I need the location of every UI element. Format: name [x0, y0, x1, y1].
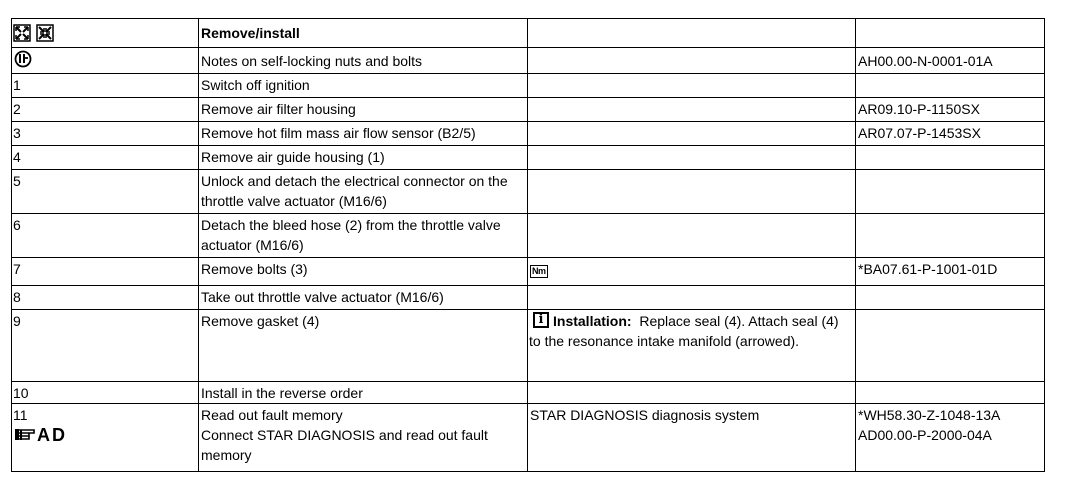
- ref-cell: [856, 214, 1045, 258]
- step-cell: 2: [12, 98, 199, 122]
- table-row: [12, 98, 1045, 122]
- step-cell: 9: [12, 310, 199, 382]
- collapse-icon: [37, 25, 53, 41]
- info-cell: [528, 258, 856, 286]
- step-cell: 8: [12, 286, 199, 310]
- notes-lock-icon[interactable]: [13, 50, 35, 68]
- step-cell: [12, 404, 199, 472]
- link-AH00.00-N-0001-01A[interactable]: AH00.00-N-0001-01A: [856, 48, 1045, 74]
- info-cell: [528, 310, 856, 382]
- info-cell: [528, 48, 856, 74]
- header-icons-cell: [12, 19, 199, 48]
- link-BA07.61-P-1001-01D[interactable]: *BA07.61-P-1001-01D: [856, 258, 1045, 286]
- info-cell: [528, 286, 856, 310]
- installation-label: Installation:: [553, 313, 632, 329]
- action-cell: Install in the reverse order: [199, 382, 528, 404]
- ref-cell: [856, 74, 1045, 98]
- table-row: [12, 74, 1045, 98]
- step-cell: 3: [12, 122, 199, 146]
- table-row: [12, 404, 1045, 472]
- ref-cell: [856, 170, 1045, 214]
- action-line: Connect STAR DIAGNOSIS and read out fault memory: [201, 427, 488, 463]
- link-WH58.30-Z-1048-13A[interactable]: *WH58.30-Z-1048-13A: [858, 407, 1001, 423]
- step-cell: 4: [12, 146, 199, 170]
- table-row: [12, 122, 1045, 146]
- action-cell: [199, 404, 528, 472]
- table-row: [12, 258, 1045, 286]
- torque-nm-icon[interactable]: Nm: [532, 266, 546, 276]
- expand-icon: [14, 25, 30, 41]
- step-number: 11: [13, 407, 28, 423]
- info-cell: STAR DIAGNOSIS diagnosis system: [528, 404, 856, 472]
- table-row: [12, 214, 1045, 258]
- table-row: [12, 310, 1045, 382]
- action-cell: Remove gasket (4): [199, 310, 528, 382]
- step-cell: 6: [12, 214, 199, 258]
- ref-cell: [856, 286, 1045, 310]
- fault-memory-ad[interactable]: [13, 425, 196, 445]
- step-cell: 1: [12, 74, 199, 98]
- procedure-table: [11, 18, 1045, 472]
- header-title: Remove/install: [199, 19, 528, 48]
- action-cell: Notes on self-locking nuts and bolts: [199, 48, 528, 74]
- ref-cell: [856, 310, 1045, 382]
- action-cell: Take out throttle valve actuator (M16/6): [199, 286, 528, 310]
- action-cell: Detach the bleed hose (2) from the throttle valve actuator (M16/6): [199, 214, 528, 258]
- info-cell: [528, 122, 856, 146]
- action-cell: Remove bolts (3): [199, 258, 528, 286]
- installation-note: Replace seal (4). Attach seal (4) to the resonance intake manifold (arrowed).: [529, 313, 839, 349]
- step-cell: [12, 48, 199, 74]
- info-cell: [528, 382, 856, 404]
- header-col4: [856, 19, 1045, 48]
- table-row: [12, 146, 1045, 170]
- ref-cell: [856, 382, 1045, 404]
- step-cell: 10: [12, 382, 199, 404]
- table-row: [12, 170, 1045, 214]
- info-icon[interactable]: i: [533, 312, 549, 328]
- action-cell: Switch off ignition: [199, 74, 528, 98]
- pointing-hand-icon: [13, 426, 37, 444]
- table-row: [12, 48, 1045, 74]
- link-AR07.07-P-1453SX[interactable]: AR07.07-P-1453SX: [856, 122, 1045, 146]
- action-cell: Remove hot film mass air flow sensor (B2/5): [199, 122, 528, 146]
- link-AR09.10-P-1150SX[interactable]: AR09.10-P-1150SX: [856, 98, 1045, 122]
- info-cell: [528, 170, 856, 214]
- table-header-row: [12, 19, 1045, 48]
- action-cell: Unlock and detach the electrical connector on the throttle valve actuator (M16/6): [199, 170, 528, 214]
- ad-label: AD: [37, 425, 67, 445]
- step-cell: 5: [12, 170, 199, 214]
- action-line: Read out fault memory: [201, 407, 343, 423]
- info-cell: [528, 98, 856, 122]
- expand-collapse-icons[interactable]: [13, 24, 55, 42]
- action-cell: Remove air filter housing: [199, 98, 528, 122]
- info-cell: [528, 74, 856, 98]
- link-AD00.00-P-2000-04A[interactable]: AD00.00-P-2000-04A: [858, 427, 992, 443]
- info-cell: [528, 146, 856, 170]
- step-cell: 7: [12, 258, 199, 286]
- table-row: [12, 382, 1045, 404]
- table-row: [12, 286, 1045, 310]
- ref-cell: [856, 404, 1045, 472]
- action-cell: Remove air guide housing (1): [199, 146, 528, 170]
- info-cell: [528, 214, 856, 258]
- ref-cell: [856, 146, 1045, 170]
- header-col3: [528, 19, 856, 48]
